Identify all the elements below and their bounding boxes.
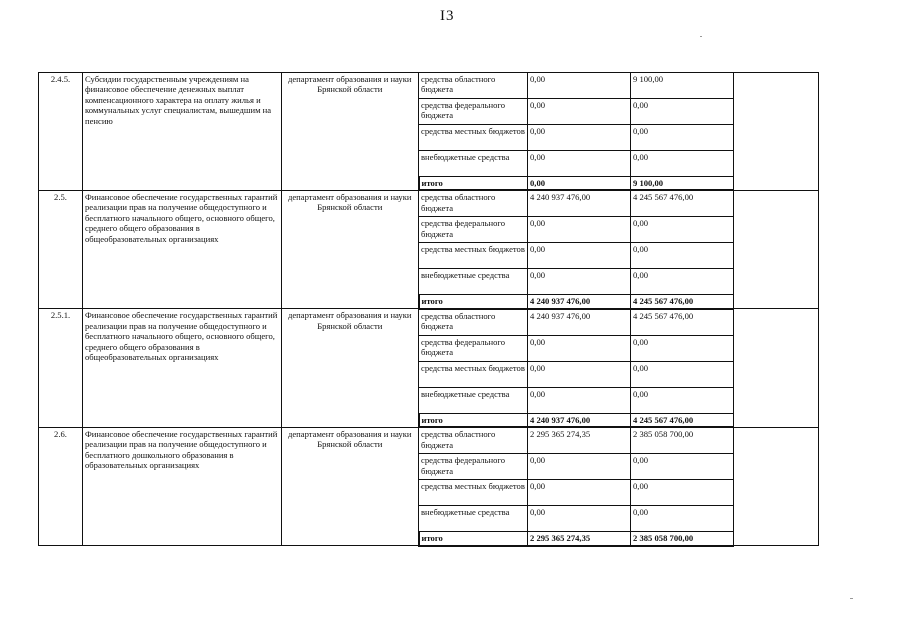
- amount-year-1: 0,00: [528, 506, 631, 532]
- item-name: Финансовое обеспечение государственных гарантий реализации прав на получение общедоступного и бесплатного начального общего, основного общего, среднего общего образования в общеобразовательных организациях: [83, 190, 282, 308]
- amount-year-2: 0,00: [631, 506, 734, 532]
- notes-cell: [734, 190, 819, 308]
- item-number: 2.4.5.: [39, 73, 83, 191]
- amount-year-2: 9 100,00: [631, 73, 734, 99]
- total-year-1: 0,00: [528, 177, 631, 191]
- amount-year-2: 0,00: [631, 99, 734, 125]
- amount-year-1: 0,00: [528, 99, 631, 125]
- funding-source: внебюджетные средства: [419, 151, 528, 177]
- total-year-2: 9 100,00: [631, 177, 734, 191]
- amount-year-2: 4 245 567 476,00: [631, 190, 734, 217]
- amount-year-2: 0,00: [631, 269, 734, 295]
- funding-source: средства федерального бюджета: [419, 99, 528, 125]
- total-year-2: 2 385 058 700,00: [631, 532, 734, 546]
- total-year-2: 4 245 567 476,00: [631, 295, 734, 309]
- funding-source: средства местных бюджетов: [419, 125, 528, 151]
- funding-source: средства федерального бюджета: [419, 454, 528, 480]
- item-number: 2.6.: [39, 427, 83, 545]
- item-executor: департамент образования и науки Брянской области: [282, 190, 419, 308]
- table-row: [39, 427, 819, 454]
- funding-source: средства федерального бюджета: [419, 335, 528, 361]
- total-label: итого: [419, 177, 528, 191]
- funding-source: средства областного бюджета: [419, 427, 528, 454]
- table-row: [39, 190, 819, 217]
- total-label: итого: [419, 295, 528, 309]
- amount-year-2: 0,00: [631, 217, 734, 243]
- item-number: 2.5.1.: [39, 309, 83, 427]
- item-name: Финансовое обеспечение государственных гарантий реализации прав на получение общедоступного и бесплатного дошкольного образования в образовательных организациях: [83, 427, 282, 545]
- table-row: [39, 73, 819, 99]
- amount-year-1: 0,00: [528, 151, 631, 177]
- notes-cell: [734, 73, 819, 191]
- amount-year-2: 0,00: [631, 243, 734, 269]
- total-year-2: 4 245 567 476,00: [631, 413, 734, 427]
- amount-year-1: 0,00: [528, 454, 631, 480]
- notes-cell: [734, 427, 819, 545]
- amount-year-1: 0,00: [528, 480, 631, 506]
- total-year-1: 4 240 937 476,00: [528, 413, 631, 427]
- table-row: [39, 309, 819, 336]
- amount-year-1: 0,00: [528, 73, 631, 99]
- amount-year-2: 0,00: [631, 480, 734, 506]
- amount-year-2: 2 385 058 700,00: [631, 427, 734, 454]
- funding-source: средства федерального бюджета: [419, 217, 528, 243]
- amount-year-2: 0,00: [631, 361, 734, 387]
- amount-year-2: 0,00: [631, 151, 734, 177]
- scan-speck: [850, 598, 853, 599]
- amount-year-1: 4 240 937 476,00: [528, 190, 631, 217]
- page-number: I3: [440, 8, 455, 24]
- amount-year-2: 0,00: [631, 454, 734, 480]
- amount-year-2: 0,00: [631, 387, 734, 413]
- amount-year-1: 0,00: [528, 125, 631, 151]
- amount-year-1: 0,00: [528, 243, 631, 269]
- funding-source: внебюджетные средства: [419, 387, 528, 413]
- funding-source: средства областного бюджета: [419, 190, 528, 217]
- item-name: Финансовое обеспечение государственных гарантий реализации прав на получение общедоступного и бесплатного начального общего, основного общего, среднего общего образования в общеобразовательных организациях: [83, 309, 282, 427]
- funding-source: средства местных бюджетов: [419, 480, 528, 506]
- funding-source: средства областного бюджета: [419, 309, 528, 336]
- funding-source: средства местных бюджетов: [419, 243, 528, 269]
- item-executor: департамент образования и науки Брянской области: [282, 427, 419, 545]
- funding-source: средства областного бюджета: [419, 73, 528, 99]
- amount-year-1: 0,00: [528, 217, 631, 243]
- item-executor: департамент образования и науки Брянской области: [282, 73, 419, 191]
- amount-year-2: 4 245 567 476,00: [631, 309, 734, 336]
- item-executor: департамент образования и науки Брянской области: [282, 309, 419, 427]
- total-label: итого: [419, 532, 528, 546]
- amount-year-2: 0,00: [631, 125, 734, 151]
- amount-year-1: 0,00: [528, 361, 631, 387]
- notes-cell: [734, 309, 819, 427]
- scan-speck: [700, 36, 702, 37]
- amount-year-1: 2 295 365 274,35: [528, 427, 631, 454]
- amount-year-1: 0,00: [528, 335, 631, 361]
- amount-year-1: 0,00: [528, 269, 631, 295]
- total-year-1: 2 295 365 274,35: [528, 532, 631, 546]
- item-number: 2.5.: [39, 190, 83, 308]
- amount-year-1: 0,00: [528, 387, 631, 413]
- total-year-1: 4 240 937 476,00: [528, 295, 631, 309]
- funding-source: внебюджетные средства: [419, 269, 528, 295]
- budget-table: [38, 72, 819, 547]
- amount-year-1: 4 240 937 476,00: [528, 309, 631, 336]
- budget-table-body: [39, 73, 819, 546]
- total-label: итого: [419, 413, 528, 427]
- funding-source: внебюджетные средства: [419, 506, 528, 532]
- amount-year-2: 0,00: [631, 335, 734, 361]
- item-name: Субсидии государственным учреждениям на финансовое обеспечение денежных выплат компенсационного характера на оплату жилья и коммунальных услуг специалистам, вышедшим на пенсию: [83, 73, 282, 191]
- funding-source: средства местных бюджетов: [419, 361, 528, 387]
